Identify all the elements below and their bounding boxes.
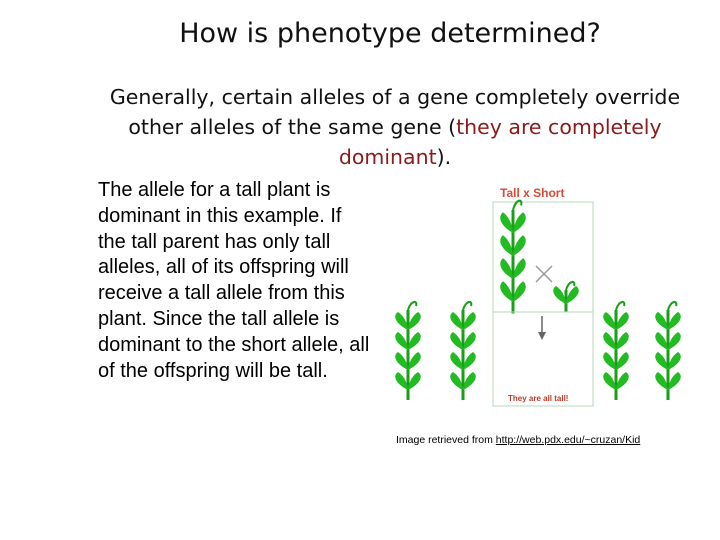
figure-title: Tall x Short — [500, 186, 565, 200]
offspring-plant-1 — [395, 302, 421, 400]
figure-caption: They are all tall! — [508, 394, 569, 403]
offspring-box — [493, 312, 593, 406]
intro-highlight: they are completely dominant — [338, 115, 662, 169]
image-credit — [396, 434, 640, 446]
body-paragraph: The allele for a tall plant is dominant in this example. If the tall parent has only tall alleles, all of its offspring will receive a tall allele from this plant. Since the tall allele is dominant to the short allele, all of the offspring will be tall. — [98, 179, 370, 382]
offspring-plant-2 — [450, 302, 476, 400]
credit-prefix: Image retrieved from — [396, 434, 496, 446]
intro-paragraph — [100, 82, 690, 172]
intro-end: ). — [436, 145, 452, 169]
offspring-plant-4 — [655, 302, 681, 400]
offspring-plant-3 — [603, 302, 629, 400]
credit-link[interactable]: http://web.pdx.edu/~cruzan/Kid — [495, 434, 641, 446]
tall-parent-plant — [500, 201, 526, 314]
plant-cross-figure — [388, 180, 688, 430]
down-arrow — [538, 316, 546, 340]
plant-cross-illustration — [388, 180, 688, 430]
short-parent-plant — [553, 282, 579, 312]
intro-text: Generally, certain alleles of a gene completely override other alleles of the same gene ( — [109, 85, 681, 139]
cross-symbol — [536, 266, 552, 282]
slide-title: How is phenotype determined? — [179, 18, 601, 49]
